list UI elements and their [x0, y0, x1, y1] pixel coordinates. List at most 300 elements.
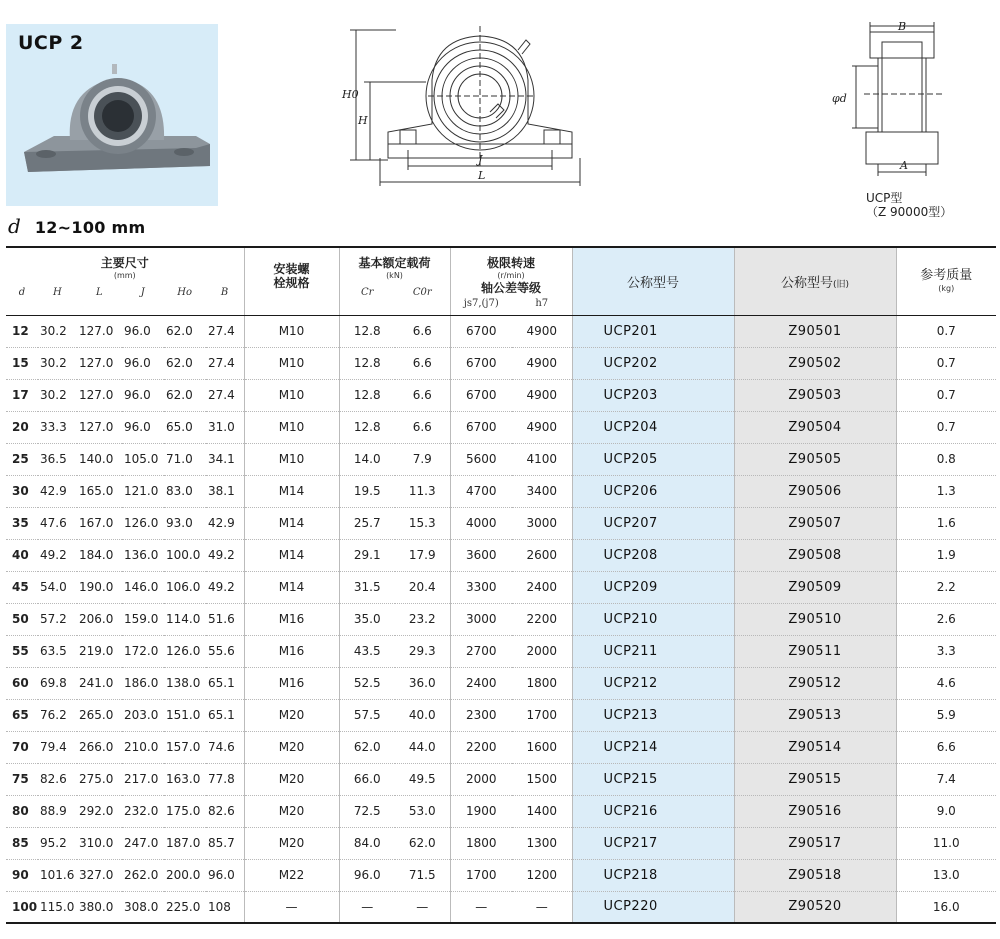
val-d: 90	[6, 859, 38, 891]
table-row	[6, 539, 996, 571]
val-j: 172.0	[122, 635, 164, 667]
val-bolt: M14	[244, 571, 339, 603]
val-c0r: 36.0	[395, 667, 450, 699]
val-model: UCP220	[572, 891, 734, 923]
subhead-b: B	[220, 287, 229, 298]
main-dims-title: 主要尺寸	[100, 256, 149, 270]
val-js7: 2300	[450, 699, 512, 731]
val-mass: 3.3	[896, 635, 996, 667]
val-mass: 0.7	[896, 315, 996, 347]
old-model-suffix: (旧)	[832, 279, 850, 290]
val-j: 96.0	[122, 379, 164, 411]
val-h: 115.0	[38, 891, 77, 923]
val-h7: 2000	[512, 635, 572, 667]
val-ho: 163.0	[164, 763, 206, 795]
val-mass: 0.8	[896, 443, 996, 475]
val-d: 30	[6, 475, 38, 507]
val-model: UCP207	[572, 507, 734, 539]
val-cr: 72.5	[339, 795, 395, 827]
val-l: 140.0	[77, 443, 122, 475]
val-ho: 62.0	[164, 347, 206, 379]
label-h0: H0	[342, 88, 359, 101]
caption-line1: UCP型	[866, 191, 903, 205]
val-b: 108	[206, 891, 244, 923]
val-c0r: 23.2	[395, 603, 450, 635]
val-d: 12	[6, 315, 38, 347]
val-bolt: M16	[244, 635, 339, 667]
label-j: J	[478, 153, 483, 166]
table-row	[6, 667, 996, 699]
val-ho: 100.0	[164, 539, 206, 571]
subhead-j: J	[140, 287, 145, 298]
val-old-model: Z90502	[734, 347, 896, 379]
val-j: 126.0	[122, 507, 164, 539]
label-phi-d: φd	[832, 92, 847, 105]
val-mass: 6.6	[896, 731, 996, 763]
val-h: 69.8	[38, 667, 77, 699]
val-mass: 0.7	[896, 379, 996, 411]
val-h: 54.0	[38, 571, 77, 603]
val-h7: 1300	[512, 827, 572, 859]
subhead-c0r: C0r	[412, 287, 432, 298]
val-cr: 19.5	[339, 475, 395, 507]
load-title: 基本额定载荷	[358, 256, 431, 270]
header-model	[572, 247, 734, 315]
val-b: 82.6	[206, 795, 244, 827]
val-d: 50	[6, 603, 38, 635]
val-mass: 1.6	[896, 507, 996, 539]
val-model: UCP209	[572, 571, 734, 603]
val-mass: 2.2	[896, 571, 996, 603]
val-c0r: 62.0	[395, 827, 450, 859]
val-model: UCP201	[572, 315, 734, 347]
val-c0r: 20.4	[395, 571, 450, 603]
val-l: 127.0	[77, 379, 122, 411]
range-value: 12~100 mm	[34, 218, 146, 237]
table-row	[6, 443, 996, 475]
val-bolt: M10	[244, 443, 339, 475]
val-c0r: 44.0	[395, 731, 450, 763]
val-d: 80	[6, 795, 38, 827]
val-model: UCP210	[572, 603, 734, 635]
header-bolt	[244, 247, 339, 315]
val-h7: 2600	[512, 539, 572, 571]
product-photo-panel	[6, 24, 218, 206]
val-bolt: M20	[244, 795, 339, 827]
val-j: 217.0	[122, 763, 164, 795]
subhead-cr: Cr	[361, 287, 374, 298]
val-b: 31.0	[206, 411, 244, 443]
val-l: 265.0	[77, 699, 122, 731]
val-old-model: Z90512	[734, 667, 896, 699]
label-b: B	[898, 20, 907, 33]
val-h: 47.6	[38, 507, 77, 539]
val-bolt: M22	[244, 859, 339, 891]
val-ho: 65.0	[164, 411, 206, 443]
val-mass: 0.7	[896, 347, 996, 379]
val-old-model: Z90518	[734, 859, 896, 891]
val-d: 15	[6, 347, 38, 379]
val-ho: 83.0	[164, 475, 206, 507]
val-d: 65	[6, 699, 38, 731]
val-ho: 175.0	[164, 795, 206, 827]
series-title: UCP 2	[18, 32, 84, 54]
val-d: 20	[6, 411, 38, 443]
table-row	[6, 347, 996, 379]
val-d: 100	[6, 891, 38, 923]
drawing-caption	[866, 191, 952, 219]
val-cr: 25.7	[339, 507, 395, 539]
val-h: 42.9	[38, 475, 77, 507]
val-cr: 96.0	[339, 859, 395, 891]
val-model: UCP212	[572, 667, 734, 699]
val-old-model: Z90514	[734, 731, 896, 763]
val-old-model: Z90517	[734, 827, 896, 859]
val-l: 127.0	[77, 411, 122, 443]
val-h7: 3400	[512, 475, 572, 507]
val-c0r: 6.6	[395, 347, 450, 379]
val-mass: 9.0	[896, 795, 996, 827]
val-mass: 4.6	[896, 667, 996, 699]
val-ho: 126.0	[164, 635, 206, 667]
val-cr: 84.0	[339, 827, 395, 859]
val-mass: 1.3	[896, 475, 996, 507]
val-ho: 106.0	[164, 571, 206, 603]
val-c0r: 6.6	[395, 315, 450, 347]
val-j: 186.0	[122, 667, 164, 699]
val-h: 30.2	[38, 315, 77, 347]
val-h: 49.2	[38, 539, 77, 571]
val-j: 159.0	[122, 603, 164, 635]
table-row	[6, 411, 996, 443]
val-js7: 1700	[450, 859, 512, 891]
label-l: L	[478, 169, 486, 182]
val-h7: 2400	[512, 571, 572, 603]
val-l: 310.0	[77, 827, 122, 859]
val-mass: 0.7	[896, 411, 996, 443]
val-b: 77.8	[206, 763, 244, 795]
val-l: 167.0	[77, 507, 122, 539]
val-c0r: 71.5	[395, 859, 450, 891]
val-l: 206.0	[77, 603, 122, 635]
val-l: 165.0	[77, 475, 122, 507]
val-c0r: 6.6	[395, 379, 450, 411]
val-cr: 29.1	[339, 539, 395, 571]
val-mass: 2.6	[896, 603, 996, 635]
val-l: 184.0	[77, 539, 122, 571]
val-js7: 3000	[450, 603, 512, 635]
val-l: 266.0	[77, 731, 122, 763]
val-cr: 66.0	[339, 763, 395, 795]
val-h7: 4900	[512, 315, 572, 347]
val-js7: 5600	[450, 443, 512, 475]
val-h7: 4900	[512, 379, 572, 411]
val-j: 96.0	[122, 411, 164, 443]
val-l: 190.0	[77, 571, 122, 603]
val-ho: 157.0	[164, 731, 206, 763]
val-ho: 71.0	[164, 443, 206, 475]
val-cr: 31.5	[339, 571, 395, 603]
val-c0r: 40.0	[395, 699, 450, 731]
val-j: 121.0	[122, 475, 164, 507]
val-mass: 13.0	[896, 859, 996, 891]
val-bolt: M14	[244, 507, 339, 539]
subhead-ho: Ho	[177, 287, 192, 298]
val-h: 57.2	[38, 603, 77, 635]
val-model: UCP217	[572, 827, 734, 859]
val-ho: 187.0	[164, 827, 206, 859]
val-h: 82.6	[38, 763, 77, 795]
val-h7: 2200	[512, 603, 572, 635]
front-view-drawing	[336, 20, 596, 194]
val-js7: 6700	[450, 379, 512, 411]
val-b: 27.4	[206, 347, 244, 379]
table-row	[6, 699, 996, 731]
table-row	[6, 571, 996, 603]
val-old-model: Z90508	[734, 539, 896, 571]
val-model: UCP213	[572, 699, 734, 731]
val-mass: 11.0	[896, 827, 996, 859]
val-bolt: M10	[244, 315, 339, 347]
val-h: 88.9	[38, 795, 77, 827]
val-c0r: —	[395, 891, 450, 923]
val-old-model: Z90513	[734, 699, 896, 731]
val-d: 75	[6, 763, 38, 795]
val-old-model: Z90507	[734, 507, 896, 539]
model-title: 公称型号	[626, 275, 679, 291]
val-cr: 14.0	[339, 443, 395, 475]
val-l: 380.0	[77, 891, 122, 923]
val-js7: 2200	[450, 731, 512, 763]
val-j: 96.0	[122, 315, 164, 347]
val-h7: —	[512, 891, 572, 923]
val-d: 55	[6, 635, 38, 667]
val-l: 219.0	[77, 635, 122, 667]
val-bolt: M20	[244, 699, 339, 731]
val-h: 30.2	[38, 379, 77, 411]
mass-title: 参考质量	[920, 267, 973, 283]
val-bolt: M10	[244, 411, 339, 443]
spec-table	[6, 246, 996, 924]
val-js7: 6700	[450, 315, 512, 347]
header-main-dims	[6, 247, 244, 315]
table-row	[6, 859, 996, 891]
range-symbol: d	[8, 214, 21, 238]
table-row	[6, 891, 996, 923]
val-bolt: M14	[244, 539, 339, 571]
val-b: 51.6	[206, 603, 244, 635]
val-h7: 4900	[512, 347, 572, 379]
val-c0r: 49.5	[395, 763, 450, 795]
val-b: 96.0	[206, 859, 244, 891]
val-j: 262.0	[122, 859, 164, 891]
val-bolt: M20	[244, 763, 339, 795]
val-ho: 200.0	[164, 859, 206, 891]
side-view-drawing	[826, 18, 946, 192]
val-h7: 1600	[512, 731, 572, 763]
val-b: 85.7	[206, 827, 244, 859]
val-d: 85	[6, 827, 38, 859]
val-b: 38.1	[206, 475, 244, 507]
val-model: UCP216	[572, 795, 734, 827]
val-mass: 1.9	[896, 539, 996, 571]
val-old-model: Z90510	[734, 603, 896, 635]
val-cr: 12.8	[339, 347, 395, 379]
val-model: UCP208	[572, 539, 734, 571]
val-j: 308.0	[122, 891, 164, 923]
bore-range	[8, 214, 146, 238]
val-js7: 6700	[450, 411, 512, 443]
val-bolt: M10	[244, 347, 339, 379]
val-bolt: —	[244, 891, 339, 923]
val-j: 96.0	[122, 347, 164, 379]
val-cr: —	[339, 891, 395, 923]
val-old-model: Z90520	[734, 891, 896, 923]
val-h7: 1200	[512, 859, 572, 891]
val-ho: 151.0	[164, 699, 206, 731]
val-j: 232.0	[122, 795, 164, 827]
label-a: A	[900, 159, 908, 172]
table-row	[6, 603, 996, 635]
val-old-model: Z90515	[734, 763, 896, 795]
val-old-model: Z90505	[734, 443, 896, 475]
val-h7: 1700	[512, 699, 572, 731]
val-old-model: Z90503	[734, 379, 896, 411]
speed-unit: (r/min)	[497, 271, 525, 280]
table-row	[6, 763, 996, 795]
caption-line2: （Z 90000型）	[866, 205, 953, 219]
val-mass: 7.4	[896, 763, 996, 795]
val-j: 210.0	[122, 731, 164, 763]
val-model: UCP204	[572, 411, 734, 443]
val-model: UCP205	[572, 443, 734, 475]
val-bolt: M14	[244, 475, 339, 507]
val-h: 33.3	[38, 411, 77, 443]
val-d: 45	[6, 571, 38, 603]
val-ho: 114.0	[164, 603, 206, 635]
val-h7: 1500	[512, 763, 572, 795]
val-old-model: Z90511	[734, 635, 896, 667]
val-old-model: Z90506	[734, 475, 896, 507]
val-js7: 3600	[450, 539, 512, 571]
val-j: 136.0	[122, 539, 164, 571]
val-h: 95.2	[38, 827, 77, 859]
val-js7: 3300	[450, 571, 512, 603]
val-old-model: Z90509	[734, 571, 896, 603]
speed-title: 极限转速	[486, 256, 535, 270]
val-c0r: 29.3	[395, 635, 450, 667]
val-old-model: Z90504	[734, 411, 896, 443]
label-h: H	[358, 114, 368, 127]
val-j: 105.0	[122, 443, 164, 475]
val-h: 101.6	[38, 859, 77, 891]
subhead-h7: h7	[535, 298, 549, 309]
val-b: 65.1	[206, 667, 244, 699]
val-cr: 12.8	[339, 315, 395, 347]
val-b: 27.4	[206, 379, 244, 411]
val-b: 27.4	[206, 315, 244, 347]
val-d: 35	[6, 507, 38, 539]
table-row	[6, 795, 996, 827]
val-model: UCP206	[572, 475, 734, 507]
val-cr: 43.5	[339, 635, 395, 667]
val-model: UCP214	[572, 731, 734, 763]
val-bolt: M10	[244, 379, 339, 411]
val-js7: 6700	[450, 347, 512, 379]
val-h7: 4100	[512, 443, 572, 475]
val-l: 127.0	[77, 347, 122, 379]
mass-unit: (kg)	[938, 283, 955, 293]
val-b: 49.2	[206, 539, 244, 571]
val-bolt: M16	[244, 667, 339, 699]
val-d: 17	[6, 379, 38, 411]
val-l: 241.0	[77, 667, 122, 699]
val-c0r: 15.3	[395, 507, 450, 539]
val-h7: 1400	[512, 795, 572, 827]
subhead-l: L	[95, 287, 103, 298]
val-old-model: Z90501	[734, 315, 896, 347]
speed-subheaders	[451, 298, 572, 309]
val-model: UCP211	[572, 635, 734, 667]
val-bolt: M20	[244, 731, 339, 763]
table-row	[6, 507, 996, 539]
val-j: 146.0	[122, 571, 164, 603]
tolerance-title: 轴公差等级	[480, 281, 541, 295]
val-b: 49.2	[206, 571, 244, 603]
val-mass: 16.0	[896, 891, 996, 923]
val-b: 55.6	[206, 635, 244, 667]
val-bolt: M16	[244, 603, 339, 635]
table-row	[6, 731, 996, 763]
subhead-d: d	[18, 287, 26, 298]
val-h7: 4900	[512, 411, 572, 443]
val-js7: 2400	[450, 667, 512, 699]
val-c0r: 6.6	[395, 411, 450, 443]
val-ho: 93.0	[164, 507, 206, 539]
val-mass: 5.9	[896, 699, 996, 731]
table-row	[6, 827, 996, 859]
val-d: 40	[6, 539, 38, 571]
val-c0r: 7.9	[395, 443, 450, 475]
table-row	[6, 315, 996, 347]
val-l: 275.0	[77, 763, 122, 795]
val-old-model: Z90516	[734, 795, 896, 827]
val-h: 36.5	[38, 443, 77, 475]
val-d: 70	[6, 731, 38, 763]
table-row	[6, 379, 996, 411]
val-cr: 62.0	[339, 731, 395, 763]
subhead-h: H	[53, 287, 62, 298]
load-subheaders	[340, 287, 450, 298]
bolt-title: 安装螺栓规格	[273, 262, 310, 290]
val-ho: 138.0	[164, 667, 206, 699]
val-cr: 12.8	[339, 411, 395, 443]
val-b: 42.9	[206, 507, 244, 539]
val-h: 30.2	[38, 347, 77, 379]
val-cr: 52.5	[339, 667, 395, 699]
val-model: UCP215	[572, 763, 734, 795]
val-b: 74.6	[206, 731, 244, 763]
val-ho: 225.0	[164, 891, 206, 923]
val-js7: 4000	[450, 507, 512, 539]
main-dims-unit: (mm)	[113, 271, 136, 280]
val-js7: 1800	[450, 827, 512, 859]
val-js7: 1900	[450, 795, 512, 827]
header-speed	[450, 247, 572, 315]
val-j: 203.0	[122, 699, 164, 731]
val-c0r: 53.0	[395, 795, 450, 827]
val-c0r: 17.9	[395, 539, 450, 571]
